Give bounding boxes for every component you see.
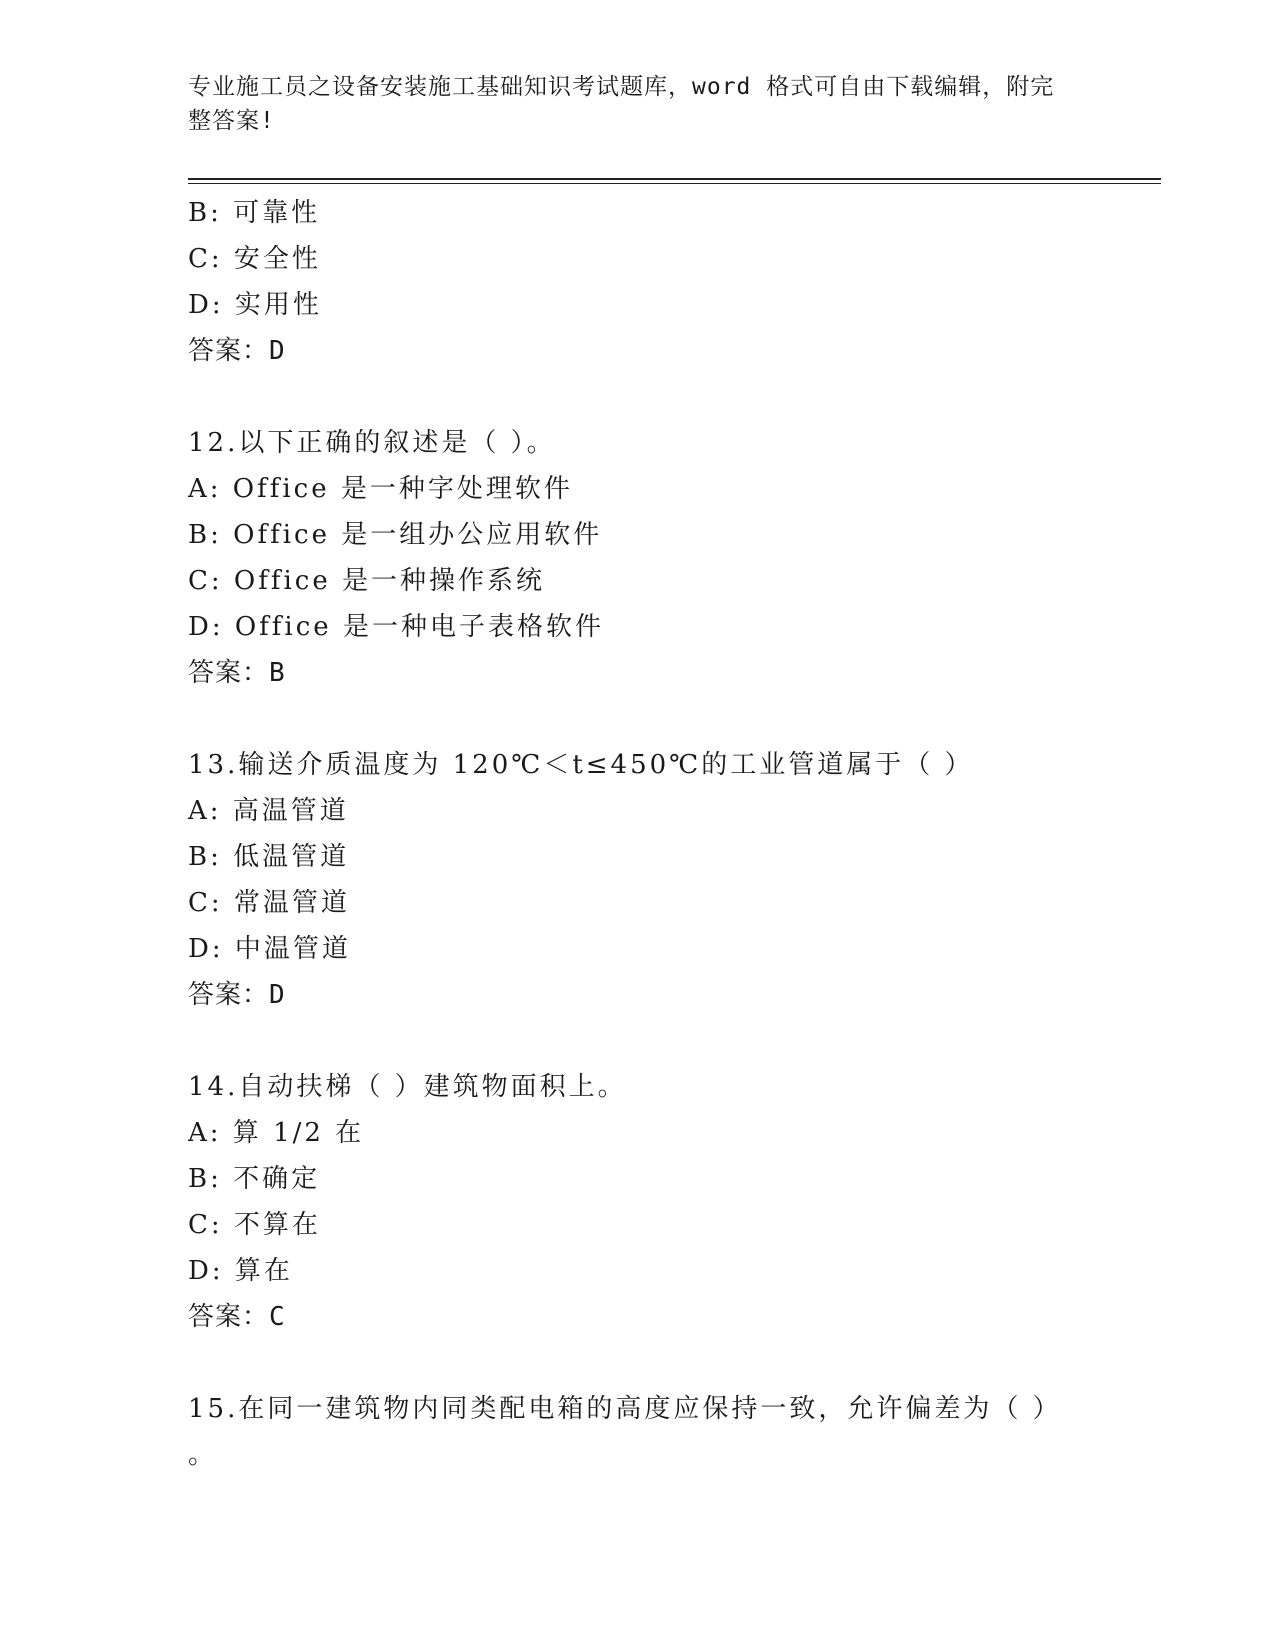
option-d: D: 算在 xyxy=(188,1256,293,1286)
option-b: B: 低温管道 xyxy=(188,842,350,872)
option-b: B: 可靠性 xyxy=(188,198,321,228)
option-d: D: Office 是一种电子表格软件 xyxy=(188,612,604,642)
option-c: C: 安全性 xyxy=(188,244,321,274)
header-line-1: 专业施工员之设备安装施工基础知识考试题库，word 格式可自由下载编辑，附完 xyxy=(188,74,1055,100)
option-b: B: 不确定 xyxy=(188,1164,321,1194)
header-divider-thin xyxy=(188,183,1161,184)
option-d: D: 中温管道 xyxy=(188,934,351,964)
question-stem: 12.以下正确的叙述是（ ）。 xyxy=(188,428,556,458)
header-line-2: 整答案! xyxy=(188,108,275,134)
answer-line: 答案：D xyxy=(188,336,286,366)
answer-line: 答案：C xyxy=(188,1302,286,1332)
question-15 xyxy=(188,1386,1088,1478)
header-divider-thick xyxy=(188,178,1161,180)
option-a: A: 算 1/2 在 xyxy=(188,1118,365,1148)
question-stem: 13.输送介质温度为 120℃＜t≤450℃的工业管道属于（ ） xyxy=(188,750,974,780)
option-a: A: 高温管道 xyxy=(188,796,349,826)
question-14 xyxy=(188,1064,1088,1340)
question-stem: 14.自动扶梯（ ）建筑物面积上。 xyxy=(188,1072,627,1102)
option-c: C: Office 是一种操作系统 xyxy=(188,566,546,596)
option-c: C: 不算在 xyxy=(188,1210,321,1240)
answer-line: 答案：B xyxy=(188,658,286,688)
question-11-tail xyxy=(188,190,1088,374)
question-stem: 15.在同一建筑物内同类配电箱的高度应保持一致，允许偏差为（ ） xyxy=(188,1394,1062,1424)
option-c: C: 常温管道 xyxy=(188,888,350,918)
option-a: A: Office 是一种字处理软件 xyxy=(188,474,573,504)
option-b: B: Office 是一组办公应用软件 xyxy=(188,520,603,550)
question-13 xyxy=(188,742,1088,1018)
option-d: D: 实用性 xyxy=(188,290,322,320)
answer-line: 答案：D xyxy=(188,980,286,1010)
document-header xyxy=(188,70,1068,138)
question-stem-continuation: 。 xyxy=(188,1440,218,1470)
question-content xyxy=(188,190,1088,1478)
question-12 xyxy=(188,420,1088,696)
